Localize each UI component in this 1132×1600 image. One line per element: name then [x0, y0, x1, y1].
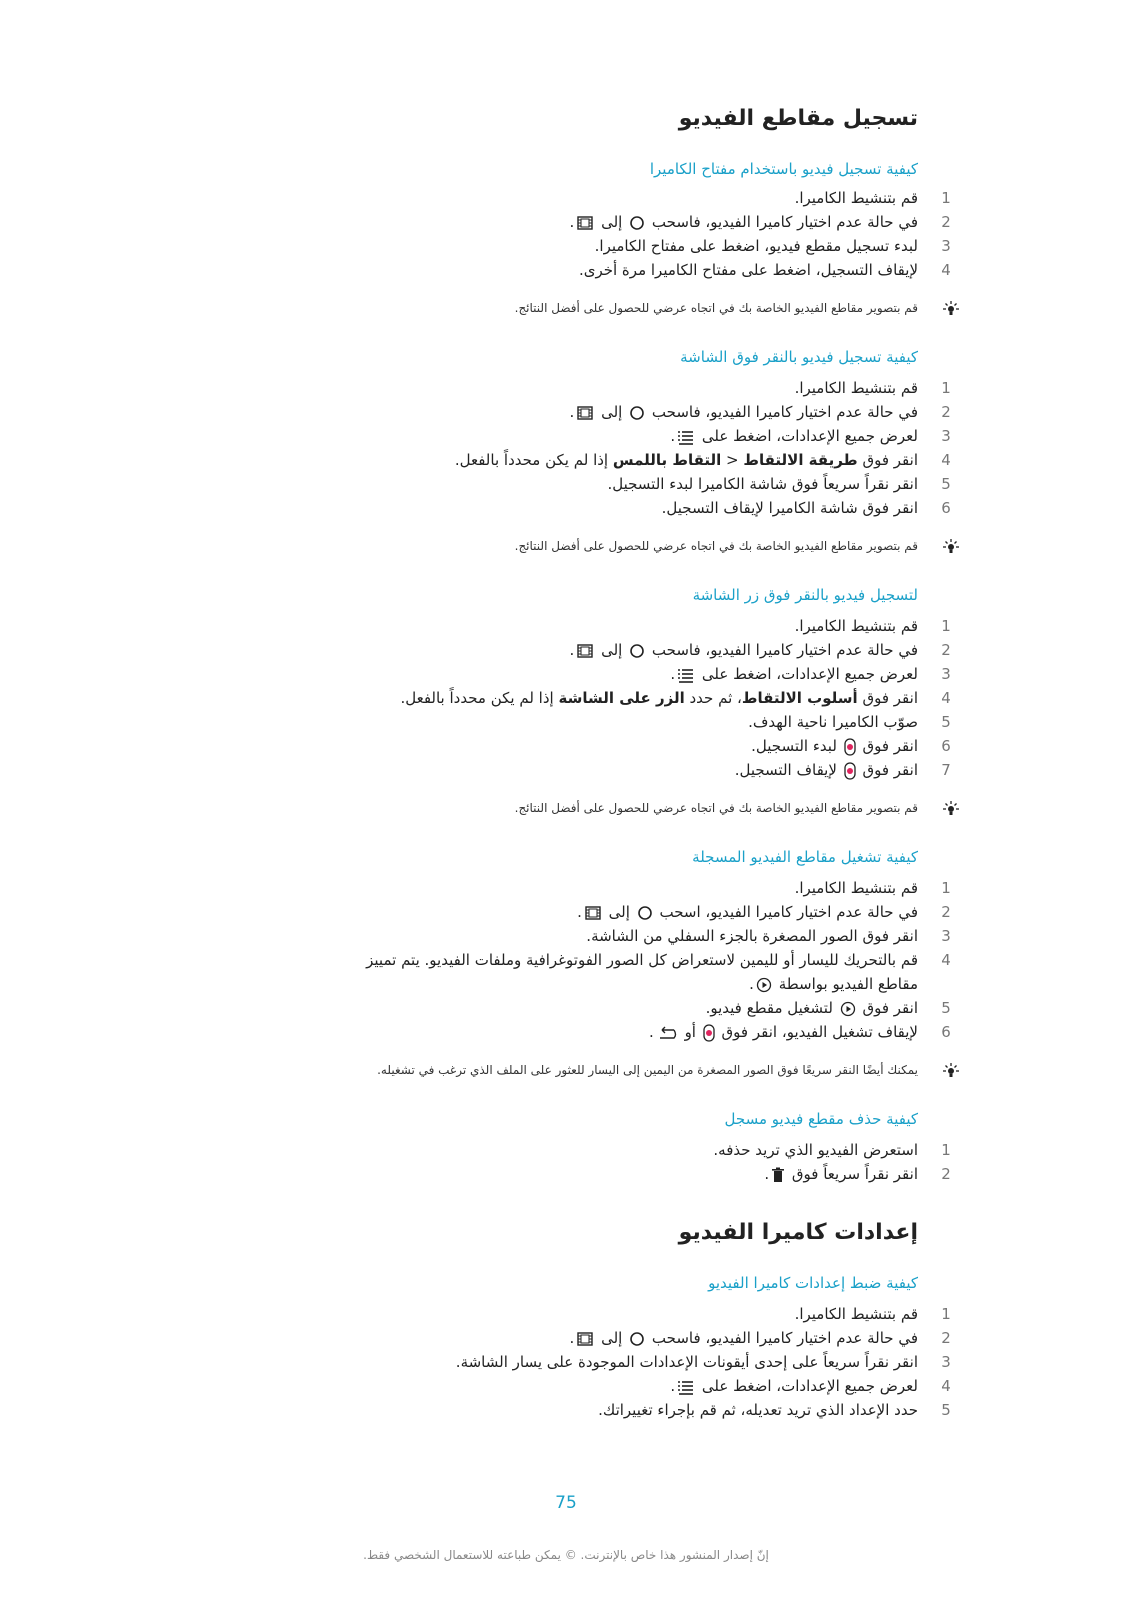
camera-mode-icon [629, 215, 645, 231]
list-item: 1 قم بتنشيط الكاميرا. [794, 379, 951, 397]
list-item: 1 قم بتنشيط الكاميرا. [794, 617, 951, 635]
list-item: 3 انقر نقراً سريعاً على إحدى أيقونات الإعدادات الموجودة على يسار الشاشة. [455, 1353, 951, 1371]
list-item: 2 في حالة عدم اختيار كاميرا الفيديو، فاسحب إلى . [569, 641, 951, 659]
settings-menu-icon [677, 429, 695, 445]
camera-mode-icon [629, 643, 645, 659]
tip-bulb-icon [942, 538, 960, 556]
settings-menu-icon [677, 1379, 695, 1395]
topic-heading: كيفية ضبط إعدادات كاميرا الفيديو [708, 1274, 918, 1292]
list-item: 2 في حالة عدم اختيار كاميرا الفيديو، اسحب إلى . [577, 903, 951, 921]
video-mode-icon [576, 1331, 594, 1347]
back-icon [656, 1025, 678, 1041]
tip-bulb-icon [942, 800, 960, 818]
topic-record-tap-screen [150, 348, 918, 366]
camera-mode-icon [637, 905, 653, 921]
play-icon [756, 977, 772, 993]
step-list [150, 1138, 951, 1186]
step-list [150, 876, 951, 1044]
list-item: 5 انقر نقراً سريعاً فوق شاشة الكاميرا لبدء التسجيل. [607, 475, 951, 493]
tip: قم بتصوير مقاطع الفيديو الخاصة بك في اتجاه عرضي للحصول على أفضل النتائج. [150, 298, 918, 318]
video-mode-icon [584, 905, 602, 921]
list-item: 7 انقر فوق لإيقاف التسجيل. [734, 761, 951, 779]
settings-menu-icon [677, 667, 695, 683]
list-item: 4 لعرض جميع الإعدادات، اضغط على . [670, 1377, 951, 1395]
camera-mode-icon [629, 1331, 645, 1347]
list-item: 2 في حالة عدم اختيار كاميرا الفيديو، فاسحب إلى . [569, 213, 951, 231]
topic-delete-video [150, 1110, 918, 1128]
list-item: 4 انقر فوق طريقة الالتقاط < التقاط باللمس إذا لم يكن محدداً بالفعل. [454, 451, 951, 469]
tip-bulb-icon [942, 300, 960, 318]
tip: قم بتصوير مقاطع الفيديو الخاصة بك في اتجاه عرضي للحصول على أفضل النتائج. [150, 798, 918, 818]
trash-icon [771, 1167, 785, 1183]
list-item: 2 في حالة عدم اختيار كاميرا الفيديو، فاسحب إلى . [569, 403, 951, 421]
list-item: 6 انقر فوق لبدء التسجيل. [751, 737, 951, 755]
section-video-camera-settings [150, 1220, 918, 1245]
topic-play-videos [150, 848, 918, 866]
topic-record-camera-key [150, 160, 918, 178]
page-number: 75 [555, 1493, 577, 1513]
step-list [150, 376, 951, 520]
topic-heading: لتسجيل فيديو بالنقر فوق زر الشاشة [692, 586, 918, 604]
record-button-icon [844, 762, 856, 780]
list-item: 1 استعرض الفيديو الذي تريد حذفه. [713, 1141, 951, 1159]
section-video-recording [150, 106, 918, 131]
footer-note: إنّ إصدار المنشور هذا خاص بالإنترنت. © يمكن طباعته للاستعمال الشخصي فقط. [363, 1548, 769, 1562]
play-icon [840, 1001, 856, 1017]
list-item: 5 صوّب الكاميرا ناحية الهدف. [748, 713, 951, 731]
list-item: 1 قم بتنشيط الكاميرا. [794, 1305, 951, 1323]
step-list [150, 614, 951, 782]
list-item: 5 حدد الإعداد الذي تريد تعديله، ثم قم بإجراء تغييراتك. [598, 1401, 951, 1419]
list-item: 4 لإيقاف التسجيل، اضغط على مفتاح الكاميرا مرة أخرى. [578, 261, 951, 279]
camera-mode-icon [629, 405, 645, 421]
topic-heading: كيفية تسجيل فيديو بالنقر فوق الشاشة [680, 348, 918, 366]
video-mode-icon [576, 643, 594, 659]
video-mode-icon [576, 405, 594, 421]
record-button-icon [703, 1024, 715, 1042]
list-item: 3 لعرض جميع الإعدادات، اضغط على . [670, 665, 951, 683]
video-mode-icon [576, 215, 594, 231]
record-button-icon [844, 738, 856, 756]
tip: قم بتصوير مقاطع الفيديو الخاصة بك في اتجاه عرضي للحصول على أفضل النتائج. [150, 536, 918, 556]
list-item: 5 انقر فوق لتشغيل مقطع فيديو. [705, 999, 951, 1017]
list-item: 1 قم بتنشيط الكاميرا. [794, 189, 951, 207]
step-list [150, 1302, 951, 1422]
list-item: 2 انقر نقراً سريعاً فوق . [764, 1165, 951, 1183]
list-item: 1 قم بتنشيط الكاميرا. [794, 879, 951, 897]
list-item: 3 انقر فوق الصور المصغرة بالجزء السفلي من الشاشة. [586, 927, 951, 945]
topic-heading: كيفية حذف مقطع فيديو مسجل [724, 1110, 918, 1128]
section-title: إعدادات كاميرا الفيديو [678, 1220, 918, 1245]
list-item: 2 في حالة عدم اختيار كاميرا الفيديو، فاسحب إلى . [569, 1329, 951, 1347]
topic-heading: كيفية تشغيل مقاطع الفيديو المسجلة [692, 848, 918, 866]
list-item: 4 قم بالتحريك لليسار أو لليمين لاستعراض كل الصور الفوتوغرافية وملفات الفيديو. يتم تمييز مقاطع الفيديو بواسطة . [366, 951, 951, 993]
section-title: تسجيل مقاطع الفيديو [678, 106, 918, 131]
tip-bulb-icon [942, 1062, 960, 1080]
list-item: 6 لإيقاف تشغيل الفيديو، انقر فوق أو . [649, 1023, 951, 1041]
list-item: 3 لبدء تسجيل مقطع فيديو، اضغط على مفتاح الكاميرا. [594, 237, 951, 255]
list-item: 4 انقر فوق أسلوب الالتقاط، ثم حدد الزر على الشاشة إذا لم يكن محدداً بالفعل. [400, 689, 951, 707]
list-item: 6 انقر فوق شاشة الكاميرا لإيقاف التسجيل. [661, 499, 951, 517]
list-item: 3 لعرض جميع الإعدادات، اضغط على . [670, 427, 951, 445]
topic-heading: كيفية تسجيل فيديو باستخدام مفتاح الكاميرا [649, 160, 918, 178]
topic-record-onscreen-button [150, 586, 918, 604]
tip: يمكنك أيضًا النقر سريعًا فوق الصور المصغرة من اليمين إلى اليسار للعثور على الملف الذي ترغب في تشغيله. [150, 1060, 918, 1080]
topic-adjust-settings [150, 1274, 918, 1292]
step-list [150, 186, 951, 282]
